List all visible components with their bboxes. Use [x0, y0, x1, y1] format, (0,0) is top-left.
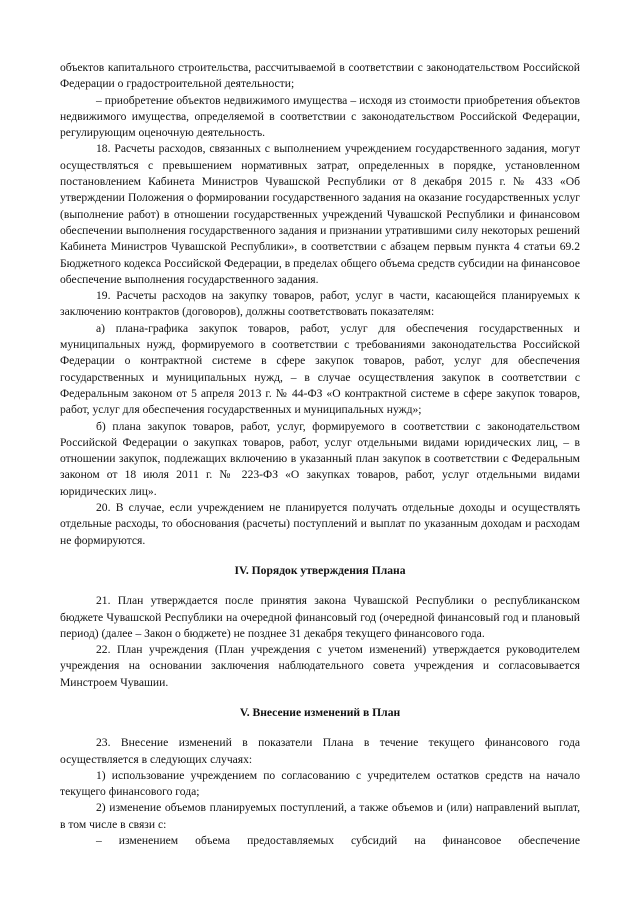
- paragraph-23-1: 1) использование учреждением по согласованию с учредителем остатков средств на начало текущего финансового года;: [60, 768, 580, 799]
- paragraph-19b: б) плана закупок товаров, работ, услуг, формируемого в соответствии с законодательством Российской Федерации о закупках товаров, работ, услуг отдельными видами юридических лиц, – в отношении закупок, подлежащих включению в указанный план закупок в соответствии с Федеральным законом от 18 июля 2011 г. № 223-ФЗ «О закупках товаров, работ, услуг отдельными видами юридических лиц».: [60, 419, 580, 498]
- paragraph-23-2: 2) изменение объемов планируемых поступлений, а также объемов и (или) направлений выплат, в том числе в связи с:: [60, 801, 580, 831]
- paragraph-19: 19. Расчеты расходов на закупку товаров, работ, услуг в части, касающейся планируемых к заключению контрактов (договоров), должны соответствовать показателям:: [60, 289, 580, 319]
- paragraph-20: 20. В случае, если учреждением не планируется получать отдельные доходы и осуществлять отдельные расходы, то обоснования (расчеты) поступлений и выплат по указанным доходам и расходам не формируются.: [60, 501, 580, 547]
- paragraph-continuation: объектов капитального строительства, рассчитываемой в соответствии с законодательством Российской Федерации о градостроительной деятельности;: [60, 61, 580, 91]
- document-page: [60, 60, 580, 849]
- paragraph-23: 23. Внесение изменений в показатели Плана в течение текущего финансового года осуществляется в следующих случаях:: [60, 736, 580, 766]
- section-heading-v: V. Внесение изменений в План: [239, 705, 401, 719]
- paragraph-18: 18. Расчеты расходов, связанных с выполнением учреждением государственного задания, могут осуществляться с превышением нормативных затрат, определенных в порядке, установленном постановлением Кабинета Министров Чувашской Республики от 8 декабря 2015 г. № 433 «Об утверждении Положения о формировании государственного задания на оказание государственных услуг (выполнение работ) в отношении государственных учреждений Чувашской Республики и финансовом обеспечении выполнения государственного задания и признании утратившими силу некоторых решений Кабинета Министров Чувашской Республики», в соответствии с абзацем первым пункта 4 статьи 69.2 Бюджетного кодекса Российской Федерации, в пределах общего объема средств субсидии на финансовое обеспечение выполнения государственного задания.: [60, 142, 580, 286]
- paragraph-19a: а) плана-графика закупок товаров, работ, услуг для обеспечения государственных и муниципальных нужд, формируемого в соответствии с требованиями законодательства Российской Федерации о контрактной системе в сфере закупок товаров, работ, услуг для обеспечения государственных и муниципальных нужд, – в случае осуществления закупок в соответствии с Федеральным законом от 5 апреля 2013 г. № 44-ФЗ «О контрактной системе в сфере закупок товаров, работ, услуг для обеспечения государственных и муниципальных нужд»;: [60, 321, 580, 417]
- section-heading-iv: IV. Порядок утверждения Плана: [234, 563, 406, 577]
- paragraph-22: 22. План учреждения (План учреждения с учетом изменений) утверждается руководителем учреждения на основании заключения наблюдательного совета учреждения и согласовывается Минстроем Чувашии.: [60, 643, 580, 689]
- paragraph-23-2-dash: – изменением объема предоставляемых субсидий на финансовое обеспечение: [96, 834, 580, 848]
- paragraph-21: 21. План утверждается после принятия закона Чувашской Республики о республиканском бюджете Чувашской Республики на очередной финансовый год (очередной финансовый год и плановый период) (далее – Закон о бюджете) не позднее 31 декабря текущего финансового года.: [60, 594, 580, 640]
- paragraph-real-estate: – приобретение объектов недвижимого имущества – исходя из стоимости приобретения объектов недвижимого имущества, определяемой в соответствии с законодательством Российской Федерации, регулирующим оценочную деятельность.: [60, 93, 580, 140]
